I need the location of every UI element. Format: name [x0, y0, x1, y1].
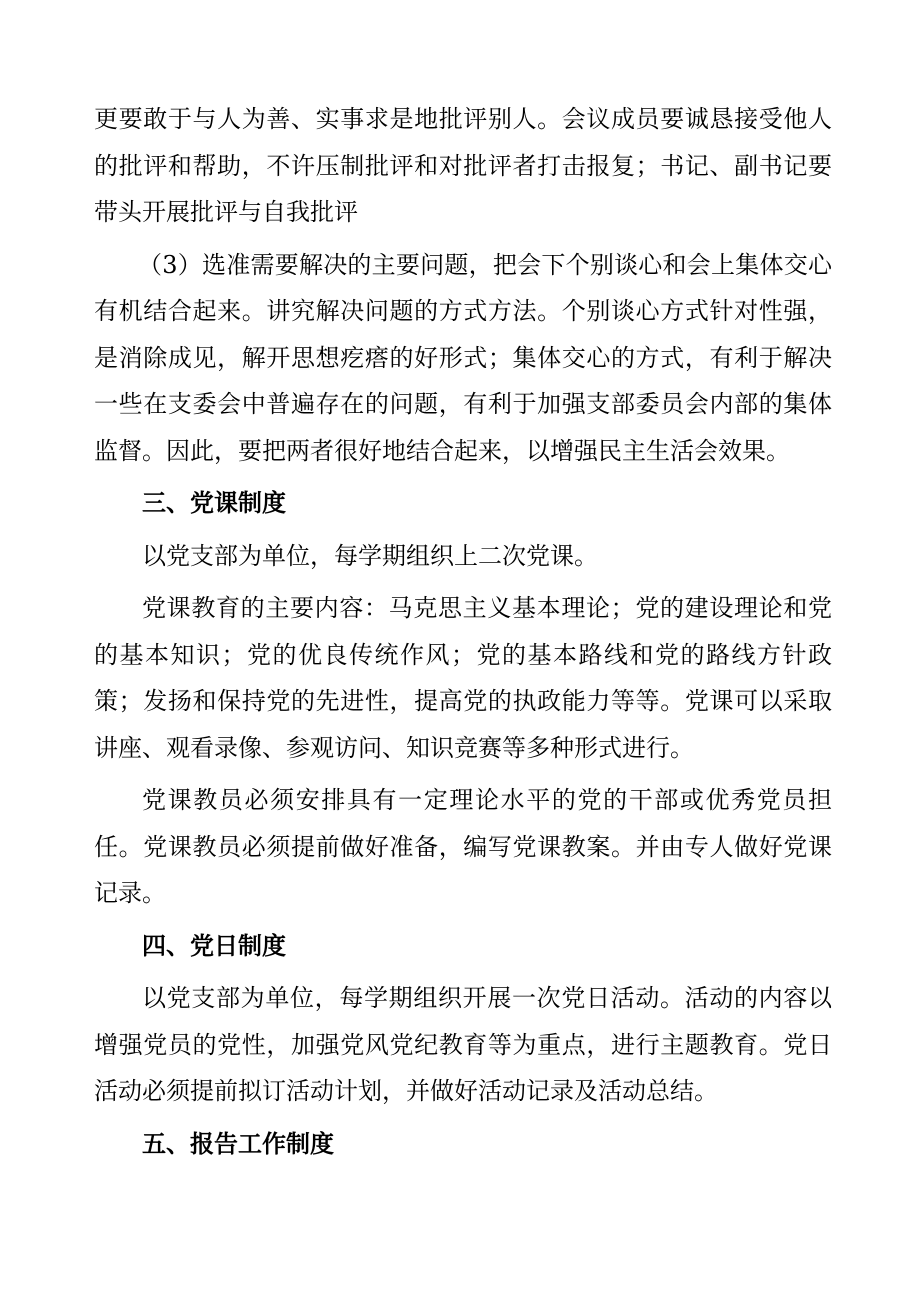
heading-report-work-system: 五、报告工作制度 [142, 1129, 334, 1158]
paragraph-lecture-content: 党课教育的主要内容：马克思主义基本理论；党的建设理论和党的基本知识；党的优良传统作风；党的基本路线和党的路线方针政策；发扬和保持党的先进性，提高党的执政能力等等。党课可以采取讲座、观看录像、参观访问、知识竞赛等多种形式进行。 [94, 594, 832, 762]
paragraph-item-3: （3）选准需要解决的主要问题，把会下个别谈心和会上集体交心有机结合起来。讲究解决问题的方式方法。个别谈心方式针对性强，是消除成见，解开思想疙瘩的好形式；集体交心的方式，有利于解决一些在支委会中普遍存在的问题，有利于加强支部委员会内部的集体监督。因此，要把两者很好地结合起来，以增强民主生活会效果。 [94, 250, 832, 465]
paragraph-criticism: 更要敢于与人为善、实事求是地批评别人。会议成员要诚恳接受他人的批评和帮助，不许压制批评和对批评者打击报复；书记、副书记要带头开展批评与自我批评 [94, 105, 832, 226]
document-page [94, 96, 832, 1173]
heading-party-lecture-system: 三、党课制度 [142, 489, 286, 517]
heading-party-day-system: 四、党日制度 [142, 931, 286, 960]
paragraph-party-day: 以党支部为单位，每学期组织开展一次党日活动。活动的内容以增强党员的党性，加强党风党纪教育等为重点，进行主题教育。党日活动必须提前拟订活动计划，并做好活动记录及活动总结。 [94, 984, 832, 1105]
paragraph-lecture-frequency: 以党支部为单位，每学期组织上二次党课。 [142, 541, 598, 570]
paragraph-lecture-teacher: 党课教员必须安排具有一定理论水平的党的干部或优秀党员担任。党课教员必须提前做好准备，编写党课教案。并由专人做好党课记录。 [94, 786, 832, 907]
